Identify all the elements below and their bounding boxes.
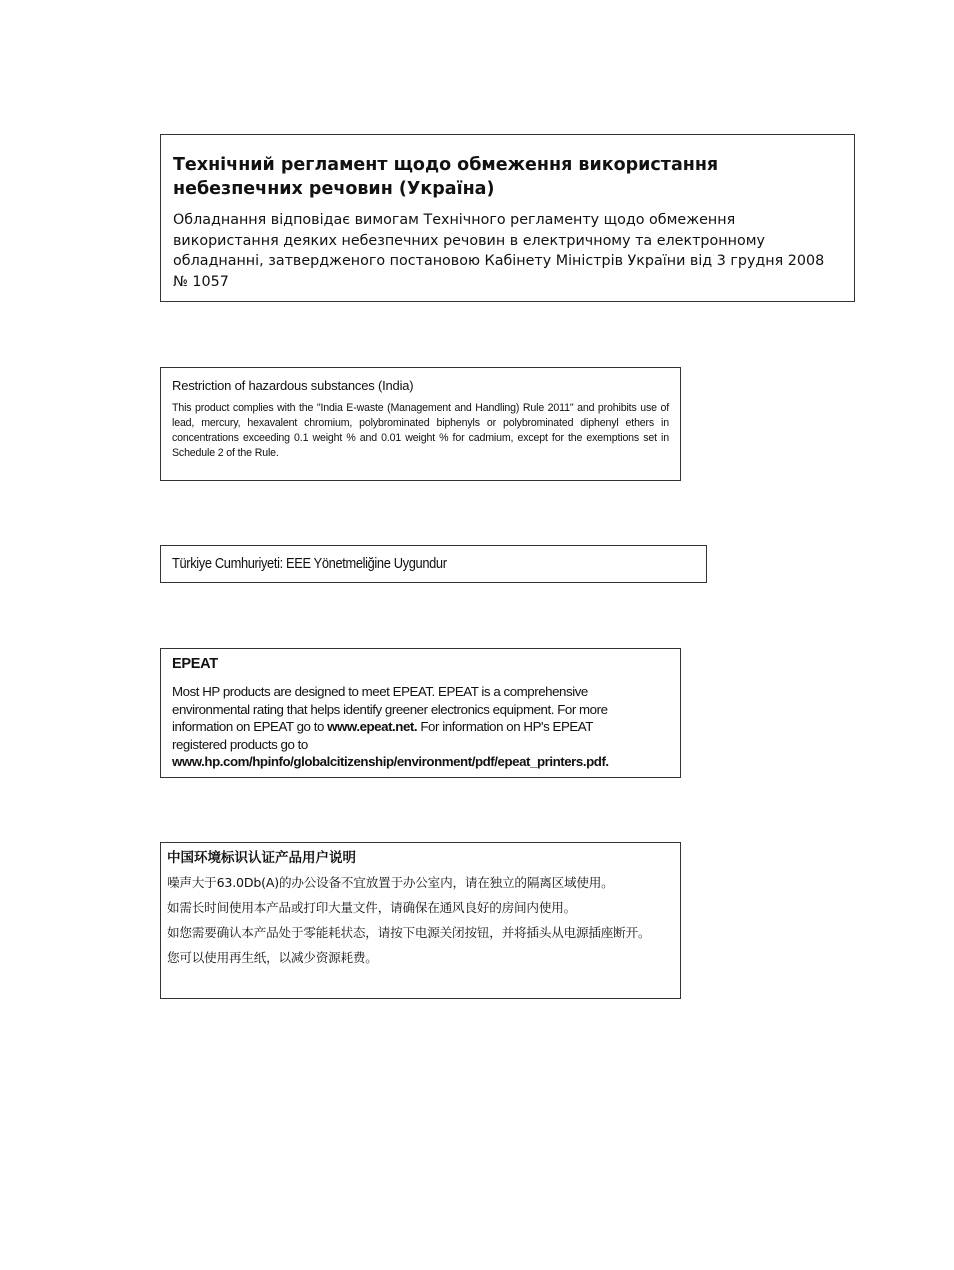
epeat-line-1: Most HP products are designed to meet EPEAT. EPEAT is a comprehensive — [172, 684, 588, 699]
hp-epeat-link[interactable]: www.hp.com/hpinfo/globalcitizenship/environment/pdf/epeat_printers.pdf. — [172, 754, 609, 769]
china-env-line-4: 您可以使用再生纸，以减少资源耗费。 — [167, 950, 378, 965]
epeat-line-3-post: For information on HP's EPEAT — [417, 719, 593, 734]
epeat-section — [160, 648, 681, 778]
china-env-line-2: 如需长时间使用本产品或打印大量文件，请确保在通风良好的房间内使用。 — [167, 900, 576, 915]
epeat-line-4: registered products go to — [172, 736, 308, 752]
india-rohs-section — [160, 367, 681, 481]
epeat-line-3 — [172, 718, 669, 736]
china-env-line-3: 如您需要确认本产品处于零能耗状态，请按下电源关闭按钮，并将插头从电源插座断开。 — [167, 925, 651, 940]
turkey-eee-section — [160, 545, 707, 583]
china-env-title: 中国环境标识认证产品用户说明 — [167, 850, 356, 866]
ukraine-rohs-text: Обладнання відповідає вимогам Технічного регламенту щодо обмеження використання деяких небезпечних речовин в електричному та електронному обладнанні, затвердженого постановою Кабінету Міністрів України від 3 грудня 2008 № 1057 — [173, 212, 825, 290]
epeat-line-2: environmental rating that helps identify greener electronics equipment. For more — [172, 701, 608, 717]
ukraine-rohs-section — [160, 134, 855, 302]
china-env-label-section — [160, 842, 681, 999]
ukraine-rohs-title: Технічний регламент щодо обмеження використання небезпечних речовин (Україна) — [173, 155, 719, 199]
china-env-line-1: 噪声大于63.0Db(A)的办公设备不宜放置于办公室内，请在独立的隔离区域使用。 — [167, 875, 614, 890]
epeat-website-link[interactable]: www.epeat.net. — [327, 719, 418, 734]
epeat-title: EPEAT — [172, 656, 218, 672]
epeat-text — [172, 683, 669, 771]
turkey-eee-text: Türkiye Cumhuriyeti: EEE Yönetmeliğine Uygundur — [172, 556, 447, 572]
epeat-line-3-pre: information on EPEAT go to — [172, 719, 328, 734]
india-rohs-text: This product complies with the "India E-waste (Management and Handling) Rule 2011" and prohibits use of lead, mercury, hexavalent chromium, polybrominated biphenyls or polybrominated diphenyl ethers in concentrations exceeding 0.1 weight % and 0.01 weight % for cadmium, except for the exemptions set in Schedule 2 of the Rule. — [172, 402, 669, 459]
india-rohs-title: Restriction of hazardous substances (India) — [172, 378, 414, 393]
